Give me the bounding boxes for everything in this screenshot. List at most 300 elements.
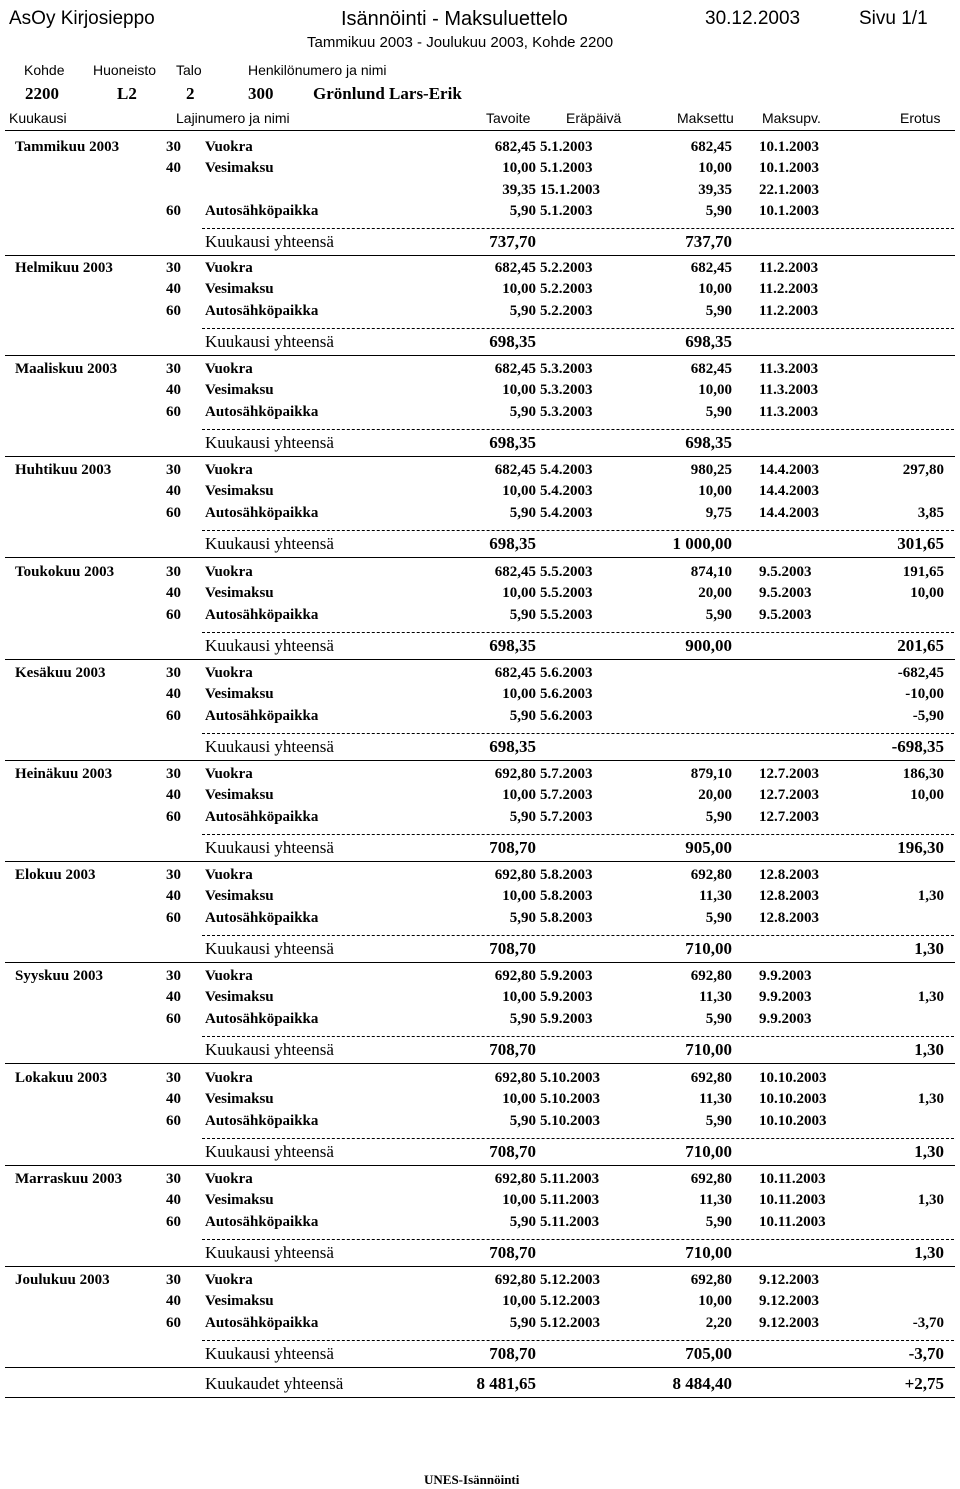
laji-number: 30 bbox=[166, 462, 181, 478]
maksupv-value: 12.7.2003 bbox=[759, 787, 819, 804]
value-nimi: Grönlund Lars-Erik bbox=[313, 84, 462, 103]
laji-number: 30 bbox=[166, 361, 181, 377]
maksupv-value: 11.2.2003 bbox=[759, 281, 819, 298]
month-total-erotus: 1,30 bbox=[914, 1242, 944, 1262]
laji-name: Vesimaksu bbox=[205, 160, 274, 177]
month-name: Kesäkuu 2003 bbox=[15, 665, 106, 681]
erotus-value: 1,30 bbox=[917, 1192, 944, 1209]
maksettu-value: 10,00 bbox=[698, 483, 732, 500]
value-kohde: 2200 bbox=[25, 84, 59, 103]
erapaiva-value: 5.9.2003 bbox=[540, 989, 593, 1006]
erapaiva-value: 5.2.2003 bbox=[540, 260, 593, 276]
erotus-value: 1,30 bbox=[917, 1091, 944, 1108]
laji-number: 40 bbox=[166, 382, 181, 399]
month-total-tavoite: 708,70 bbox=[489, 1343, 536, 1363]
maksettu-value: 874,10 bbox=[690, 564, 732, 580]
tavoite-value: 5,90 bbox=[509, 202, 536, 219]
laji-name: Vesimaksu bbox=[205, 1293, 274, 1310]
laji-name: Autosähköpaikka bbox=[205, 1213, 319, 1230]
tavoite-value: 10,00 bbox=[502, 483, 536, 500]
month-total-tavoite: 737,70 bbox=[489, 232, 536, 252]
laji-number: 30 bbox=[166, 867, 181, 883]
month-total-maksettu: 710,00 bbox=[685, 1141, 732, 1161]
month-total-tavoite: 698,35 bbox=[489, 331, 536, 351]
erapaiva-value: 5.10.2003 bbox=[540, 1112, 600, 1129]
laji-name: Vuokra bbox=[205, 1171, 253, 1187]
laji-name: Vesimaksu bbox=[205, 281, 274, 298]
laji-name: Vuokra bbox=[205, 564, 253, 580]
erapaiva-value: 5.1.2003 bbox=[540, 160, 593, 177]
tavoite-value: 10,00 bbox=[502, 1293, 536, 1310]
month-total-maksettu: 698,35 bbox=[685, 331, 732, 351]
tavoite-value: 10,00 bbox=[502, 787, 536, 804]
tavoite-value: 10,00 bbox=[502, 686, 536, 703]
month-total-label: Kuukausi yhteensä bbox=[205, 1242, 334, 1262]
col-kuukausi: Kuukausi bbox=[9, 110, 67, 126]
maksettu-value: 682,45 bbox=[690, 260, 732, 276]
month-total-maksettu: 1 000,00 bbox=[672, 533, 732, 553]
erapaiva-value: 5.11.2003 bbox=[540, 1171, 600, 1187]
month-total-erotus: 196,30 bbox=[897, 837, 944, 857]
month-total-label: Kuukausi yhteensä bbox=[205, 938, 334, 958]
grand-total-tavoite: 8 481,65 bbox=[476, 1374, 536, 1393]
laji-name: Vuokra bbox=[205, 1070, 253, 1086]
erapaiva-value: 5.5.2003 bbox=[540, 606, 593, 623]
laji-number: 40 bbox=[166, 483, 181, 500]
month-total-tavoite: 708,70 bbox=[489, 1141, 536, 1161]
report-subtitle: Tammikuu 2003 - Joulukuu 2003, Kohde 2200 bbox=[307, 34, 614, 51]
month-total-erotus: 1,30 bbox=[914, 938, 944, 958]
label-henkilo: Henkilönumero ja nimi bbox=[248, 62, 387, 78]
tavoite-value: 10,00 bbox=[502, 160, 536, 177]
laji-number: 60 bbox=[166, 202, 181, 219]
erotus-value: 1,30 bbox=[917, 989, 944, 1006]
laji-name: Vuokra bbox=[205, 462, 253, 478]
erapaiva-value: 5.6.2003 bbox=[540, 665, 593, 681]
company-name: AsOy Kirjosieppo bbox=[9, 8, 155, 29]
month-total-tavoite: 708,70 bbox=[489, 938, 536, 958]
tavoite-value: 692,80 bbox=[494, 766, 536, 782]
grand-total-label: Kuukaudet yhteensä bbox=[205, 1374, 344, 1393]
erotus-value: 10,00 bbox=[910, 787, 944, 804]
laji-number: 30 bbox=[166, 1070, 181, 1086]
month-total-label: Kuukausi yhteensä bbox=[205, 533, 334, 553]
laji-number: 40 bbox=[166, 1091, 181, 1108]
month-total-tavoite: 708,70 bbox=[489, 1039, 536, 1059]
grand-total-erotus: +2,75 bbox=[904, 1374, 944, 1393]
laji-name: Autosähköpaikka bbox=[205, 504, 319, 521]
maksettu-value: 5,90 bbox=[705, 1213, 732, 1230]
tavoite-value: 682,45 bbox=[494, 361, 536, 377]
month-total-maksettu: 698,35 bbox=[685, 432, 732, 452]
maksettu-value: 9,75 bbox=[705, 504, 732, 521]
maksettu-value: 11,30 bbox=[699, 1192, 732, 1209]
erapaiva-value: 5.5.2003 bbox=[540, 564, 593, 580]
maksettu-value: 5,90 bbox=[705, 808, 732, 825]
month-name: Toukokuu 2003 bbox=[15, 564, 115, 580]
grand-total-maksettu: 8 484,40 bbox=[672, 1374, 732, 1393]
maksettu-value: 10,00 bbox=[698, 1293, 732, 1310]
erapaiva-value: 5.9.2003 bbox=[540, 968, 593, 984]
laji-name: Vesimaksu bbox=[205, 787, 274, 804]
maksettu-value: 5,90 bbox=[705, 909, 732, 926]
maksupv-value: 14.4.2003 bbox=[759, 504, 819, 521]
month-total-rule bbox=[202, 733, 954, 734]
maksupv-value: 9.5.2003 bbox=[759, 606, 812, 623]
tavoite-value: 5,90 bbox=[509, 403, 536, 420]
laji-name: Vesimaksu bbox=[205, 888, 274, 905]
month-total-rule bbox=[202, 1036, 954, 1037]
month-separator bbox=[5, 861, 955, 862]
tavoite-value: 10,00 bbox=[502, 989, 536, 1006]
value-talo: 2 bbox=[186, 84, 195, 103]
laji-number: 40 bbox=[166, 888, 181, 905]
laji-name: Autosähköpaikka bbox=[205, 606, 319, 623]
laji-number: 30 bbox=[166, 1272, 181, 1288]
erotus-value: 297,80 bbox=[902, 462, 944, 478]
laji-number: 60 bbox=[166, 707, 181, 724]
maksupv-value: 10.1.2003 bbox=[759, 202, 819, 219]
laji-name: Vesimaksu bbox=[205, 1192, 274, 1209]
month-total-label: Kuukausi yhteensä bbox=[205, 1039, 334, 1059]
erapaiva-value: 5.4.2003 bbox=[540, 504, 593, 521]
tavoite-value: 10,00 bbox=[502, 1091, 536, 1108]
laji-number: 30 bbox=[166, 665, 181, 681]
month-name: Lokakuu 2003 bbox=[15, 1070, 108, 1086]
erapaiva-value: 5.11.2003 bbox=[540, 1213, 600, 1230]
laji-number: 40 bbox=[166, 1293, 181, 1310]
month-total-rule bbox=[202, 1138, 954, 1139]
laji-name: Vesimaksu bbox=[205, 382, 274, 399]
maksettu-value: 692,80 bbox=[690, 1171, 732, 1187]
maksupv-value: 9.5.2003 bbox=[759, 564, 812, 580]
month-total-tavoite: 708,70 bbox=[489, 1242, 536, 1262]
maksupv-value: 11.2.2003 bbox=[759, 302, 819, 319]
maksupv-value: 12.8.2003 bbox=[759, 909, 819, 926]
tavoite-value: 5,90 bbox=[509, 1213, 536, 1230]
laji-name: Autosähköpaikka bbox=[205, 1314, 319, 1331]
month-total-rule bbox=[202, 834, 954, 835]
month-total-label: Kuukausi yhteensä bbox=[205, 736, 334, 756]
month-total-tavoite: 698,35 bbox=[489, 736, 536, 756]
maksupv-value: 10.10.2003 bbox=[759, 1112, 827, 1129]
maksettu-value: 11,30 bbox=[699, 989, 732, 1006]
tavoite-value: 692,80 bbox=[494, 968, 536, 984]
month-total-label: Kuukausi yhteensä bbox=[205, 1141, 334, 1161]
month-separator bbox=[5, 659, 955, 660]
maksupv-value: 12.7.2003 bbox=[759, 808, 819, 825]
laji-number: 30 bbox=[166, 260, 181, 276]
erapaiva-value: 5.8.2003 bbox=[540, 909, 593, 926]
tavoite-value: 10,00 bbox=[502, 585, 536, 602]
maksettu-value: 692,80 bbox=[690, 1070, 732, 1086]
month-total-label: Kuukausi yhteensä bbox=[205, 331, 334, 351]
maksettu-value: 980,25 bbox=[690, 462, 732, 478]
erotus-value: -682,45 bbox=[897, 665, 944, 681]
tavoite-value: 10,00 bbox=[502, 382, 536, 399]
col-maksettu: Maksettu bbox=[677, 110, 734, 126]
erotus-value: 186,30 bbox=[902, 766, 944, 782]
tavoite-value: 10,00 bbox=[502, 281, 536, 298]
erapaiva-value: 5.10.2003 bbox=[540, 1070, 600, 1086]
label-kohde: Kohde bbox=[24, 62, 65, 78]
maksettu-value: 692,80 bbox=[690, 867, 732, 883]
tavoite-value: 5,90 bbox=[509, 1314, 536, 1331]
maksupv-value: 12.8.2003 bbox=[759, 888, 819, 905]
month-separator bbox=[5, 1165, 955, 1166]
month-name: Syyskuu 2003 bbox=[15, 968, 103, 984]
month-total-erotus: -3,70 bbox=[908, 1343, 944, 1363]
laji-name: Autosähköpaikka bbox=[205, 707, 319, 724]
month-total-rule bbox=[202, 1340, 954, 1341]
erapaiva-value: 5.12.2003 bbox=[540, 1272, 600, 1288]
col-laji: Lajinumero ja nimi bbox=[176, 110, 290, 126]
report-title: Isännöinti - Maksuluettelo bbox=[341, 8, 568, 30]
month-separator bbox=[5, 355, 955, 356]
erapaiva-value: 5.2.2003 bbox=[540, 302, 593, 319]
laji-name: Autosähköpaikka bbox=[205, 808, 319, 825]
month-total-maksettu: 905,00 bbox=[685, 837, 732, 857]
month-name: Huhtikuu 2003 bbox=[15, 462, 112, 478]
month-total-erotus: 1,30 bbox=[914, 1141, 944, 1161]
laji-number: 60 bbox=[166, 504, 181, 521]
erapaiva-value: 5.6.2003 bbox=[540, 686, 593, 703]
laji-number: 40 bbox=[166, 787, 181, 804]
label-talo: Talo bbox=[176, 62, 202, 78]
erapaiva-value: 5.11.2003 bbox=[540, 1192, 600, 1209]
tavoite-value: 682,45 bbox=[494, 139, 536, 155]
maksupv-value: 9.9.2003 bbox=[759, 968, 812, 984]
footer-text: UNES-Isännöinti bbox=[424, 1472, 520, 1487]
maksupv-value: 11.3.2003 bbox=[759, 361, 819, 377]
tavoite-value: 39,35 bbox=[502, 181, 536, 198]
maksupv-value: 10.11.2003 bbox=[759, 1171, 826, 1187]
maksupv-value: 9.12.2003 bbox=[759, 1314, 819, 1331]
tavoite-value: 5,90 bbox=[509, 1112, 536, 1129]
header-rule bbox=[5, 130, 955, 131]
laji-name: Autosähköpaikka bbox=[205, 1112, 319, 1129]
maksupv-value: 11.3.2003 bbox=[759, 382, 819, 399]
laji-name: Vesimaksu bbox=[205, 989, 274, 1006]
maksettu-value: 20,00 bbox=[698, 585, 732, 602]
month-name: Tammikuu 2003 bbox=[15, 139, 120, 155]
month-name: Heinäkuu 2003 bbox=[15, 766, 113, 782]
maksettu-value: 10,00 bbox=[698, 281, 732, 298]
erapaiva-value: 5.1.2003 bbox=[540, 202, 593, 219]
value-huoneisto: L2 bbox=[117, 84, 137, 103]
month-total-rule bbox=[202, 429, 954, 430]
maksupv-value: 9.9.2003 bbox=[759, 989, 812, 1006]
month-separator bbox=[5, 255, 955, 256]
laji-number: 40 bbox=[166, 281, 181, 298]
tavoite-value: 5,90 bbox=[509, 606, 536, 623]
tavoite-value: 5,90 bbox=[509, 808, 536, 825]
maksettu-value: 5,90 bbox=[705, 202, 732, 219]
month-total-rule bbox=[202, 328, 954, 329]
maksettu-value: 11,30 bbox=[699, 1091, 732, 1108]
month-separator bbox=[5, 456, 955, 457]
erapaiva-value: 5.12.2003 bbox=[540, 1293, 600, 1310]
erapaiva-value: 5.1.2003 bbox=[540, 139, 593, 155]
laji-name: Autosähköpaikka bbox=[205, 202, 319, 219]
maksettu-value: 11,30 bbox=[699, 888, 732, 905]
laji-number: 30 bbox=[166, 564, 181, 580]
erotus-value: -3,70 bbox=[912, 1314, 944, 1331]
tavoite-value: 692,80 bbox=[494, 867, 536, 883]
report-date: 30.12.2003 bbox=[705, 8, 801, 29]
laji-name: Vuokra bbox=[205, 766, 253, 782]
month-name: Elokuu 2003 bbox=[15, 867, 96, 883]
erapaiva-value: 5.2.2003 bbox=[540, 281, 593, 298]
tavoite-value: 10,00 bbox=[502, 888, 536, 905]
month-total-maksettu: 710,00 bbox=[685, 1039, 732, 1059]
maksettu-value: 879,10 bbox=[690, 766, 732, 782]
col-erapaiva: Eräpäivä bbox=[566, 110, 622, 126]
maksupv-value: 10.1.2003 bbox=[759, 139, 819, 155]
erapaiva-value: 5.9.2003 bbox=[540, 1010, 593, 1027]
maksettu-value: 692,80 bbox=[690, 968, 732, 984]
erotus-value: 1,30 bbox=[917, 888, 944, 905]
month-total-erotus: 301,65 bbox=[897, 533, 944, 553]
erapaiva-value: 5.7.2003 bbox=[540, 787, 593, 804]
month-total-label: Kuukausi yhteensä bbox=[205, 837, 334, 857]
maksettu-value: 10,00 bbox=[698, 160, 732, 177]
month-separator bbox=[5, 760, 955, 761]
laji-name: Vuokra bbox=[205, 665, 253, 681]
month-total-rule bbox=[202, 1239, 954, 1240]
erapaiva-value: 5.8.2003 bbox=[540, 888, 593, 905]
month-total-tavoite: 698,35 bbox=[489, 533, 536, 553]
grand-total-rule bbox=[5, 1397, 955, 1398]
laji-number: 60 bbox=[166, 302, 181, 319]
maksupv-value: 14.4.2003 bbox=[759, 483, 819, 500]
tavoite-value: 682,45 bbox=[494, 665, 536, 681]
maksupv-value: 9.12.2003 bbox=[759, 1293, 819, 1310]
maksupv-value: 10.10.2003 bbox=[759, 1091, 827, 1108]
month-total-maksettu: 710,00 bbox=[685, 1242, 732, 1262]
laji-name: Autosähköpaikka bbox=[205, 302, 319, 319]
maksupv-value: 9.12.2003 bbox=[759, 1272, 819, 1288]
maksupv-value: 11.2.2003 bbox=[759, 260, 819, 276]
laji-number: 30 bbox=[166, 766, 181, 782]
month-total-maksettu: 710,00 bbox=[685, 938, 732, 958]
erapaiva-value: 5.8.2003 bbox=[540, 867, 593, 883]
laji-number: 30 bbox=[166, 1171, 181, 1187]
laji-number: 30 bbox=[166, 968, 181, 984]
month-name: Marraskuu 2003 bbox=[15, 1171, 123, 1187]
erapaiva-value: 5.3.2003 bbox=[540, 361, 593, 377]
laji-name: Autosähköpaikka bbox=[205, 909, 319, 926]
month-total-tavoite: 708,70 bbox=[489, 837, 536, 857]
tavoite-value: 5,90 bbox=[509, 909, 536, 926]
laji-name: Vuokra bbox=[205, 1272, 253, 1288]
maksupv-value: 11.3.2003 bbox=[759, 403, 819, 420]
month-total-label: Kuukausi yhteensä bbox=[205, 432, 334, 452]
maksupv-value: 10.11.2003 bbox=[759, 1213, 826, 1230]
maksettu-value: 39,35 bbox=[698, 181, 732, 198]
tavoite-value: 5,90 bbox=[509, 302, 536, 319]
maksettu-value: 5,90 bbox=[705, 1010, 732, 1027]
maksettu-value: 20,00 bbox=[698, 787, 732, 804]
erotus-value: 10,00 bbox=[910, 585, 944, 602]
maksupv-value: 12.7.2003 bbox=[759, 766, 819, 782]
laji-number: 60 bbox=[166, 1010, 181, 1027]
laji-number: 40 bbox=[166, 1192, 181, 1209]
month-separator bbox=[5, 557, 955, 558]
month-separator bbox=[5, 1266, 955, 1267]
label-huoneisto: Huoneisto bbox=[93, 62, 157, 78]
laji-number: 60 bbox=[166, 1112, 181, 1129]
laji-name: Vuokra bbox=[205, 361, 253, 377]
laji-name: Vuokra bbox=[205, 968, 253, 984]
col-maksupv: Maksupv. bbox=[762, 110, 821, 126]
laji-number: 60 bbox=[166, 808, 181, 825]
erapaiva-value: 5.5.2003 bbox=[540, 585, 593, 602]
erapaiva-value: 5.7.2003 bbox=[540, 808, 593, 825]
value-henkilonumero: 300 bbox=[248, 84, 274, 103]
laji-number: 60 bbox=[166, 909, 181, 926]
page-number: Sivu 1/1 bbox=[859, 8, 928, 29]
tavoite-value: 10,00 bbox=[502, 1192, 536, 1209]
month-name: Maaliskuu 2003 bbox=[15, 361, 118, 377]
month-total-maksettu: 705,00 bbox=[685, 1343, 732, 1363]
month-total-erotus: 201,65 bbox=[897, 635, 944, 655]
maksupv-value: 14.4.2003 bbox=[759, 462, 819, 478]
month-total-maksettu: 900,00 bbox=[685, 635, 732, 655]
laji-number: 40 bbox=[166, 160, 181, 177]
month-total-tavoite: 698,35 bbox=[489, 432, 536, 452]
maksupv-value: 10.1.2003 bbox=[759, 160, 819, 177]
maksettu-value: 10,00 bbox=[698, 382, 732, 399]
month-total-label: Kuukausi yhteensä bbox=[205, 232, 334, 252]
erapaiva-value: 5.12.2003 bbox=[540, 1314, 600, 1331]
month-total-maksettu: 737,70 bbox=[685, 232, 732, 252]
month-total-label: Kuukausi yhteensä bbox=[205, 635, 334, 655]
maksettu-value: 5,90 bbox=[705, 606, 732, 623]
maksupv-value: 22.1.2003 bbox=[759, 181, 819, 198]
month-total-erotus: 1,30 bbox=[914, 1039, 944, 1059]
erapaiva-value: 5.6.2003 bbox=[540, 707, 593, 724]
erotus-value: -10,00 bbox=[905, 686, 944, 703]
maksettu-value: 682,45 bbox=[690, 139, 732, 155]
laji-number: 60 bbox=[166, 606, 181, 623]
tavoite-value: 5,90 bbox=[509, 1010, 536, 1027]
maksettu-value: 5,90 bbox=[705, 302, 732, 319]
laji-name: Vesimaksu bbox=[205, 1091, 274, 1108]
laji-number: 40 bbox=[166, 686, 181, 703]
tavoite-value: 682,45 bbox=[494, 260, 536, 276]
laji-number: 30 bbox=[166, 139, 181, 155]
laji-name: Vesimaksu bbox=[205, 686, 274, 703]
maksettu-value: 5,90 bbox=[705, 1112, 732, 1129]
laji-name: Autosähköpaikka bbox=[205, 403, 319, 420]
erotus-value: 191,65 bbox=[902, 564, 944, 580]
erotus-value: 3,85 bbox=[917, 504, 944, 521]
laji-name: Vuokra bbox=[205, 139, 253, 155]
month-separator bbox=[5, 1063, 955, 1064]
tavoite-value: 682,45 bbox=[494, 564, 536, 580]
month-separator bbox=[5, 1367, 955, 1368]
col-erotus: Erotus bbox=[900, 110, 941, 126]
laji-number: 40 bbox=[166, 989, 181, 1006]
maksupv-value: 9.9.2003 bbox=[759, 1010, 812, 1027]
erapaiva-value: 5.4.2003 bbox=[540, 462, 593, 478]
erapaiva-value: 5.10.2003 bbox=[540, 1091, 600, 1108]
tavoite-value: 692,80 bbox=[494, 1171, 536, 1187]
month-total-rule bbox=[202, 935, 954, 936]
erapaiva-value: 5.4.2003 bbox=[540, 483, 593, 500]
month-name: Helmikuu 2003 bbox=[15, 260, 113, 276]
